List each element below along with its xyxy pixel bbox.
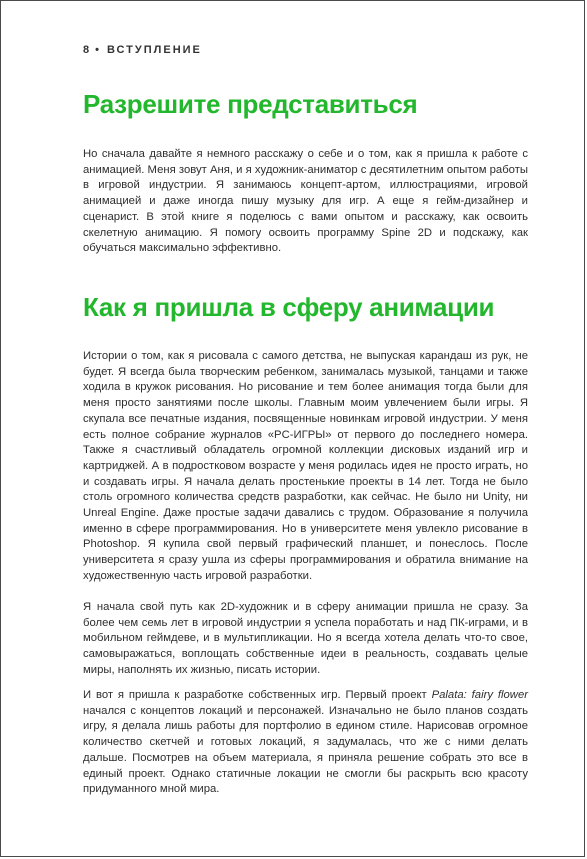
body-paragraph-1: Истории о том, как я рисовала с самого детства, не выпуская карандаш из рук, не будет. Я всегда была творческим ребенком, занималась музыкой, танцами и также ходила в кружок рисования. Но рисование и тем более анимация тогда были для меня просто занятиями после школы. Главным моим увлечением были игры. Я скупала все печатные издания, посвященные новинкам игровой индустрии. У меня есть полное собрание журналов «PC-ИГРЫ» от первого до последнего номера. Также я счастливый обладатель огромной коллекции дисковых изданий игр и картриджей. А в подростковом возрасте у меня родилась идея не просто играть, но и создавать игры. Я начала делать простенькие проекты в 14 лет. Тогда не было столь огромного количества средств разработки, как сейчас. Не было ни Unity, ни Unreal Engine. Даже простые задачи давались с трудом. Образование я получила именно в сфере программирования. Но в университете меня увлекло рисование в Photoshop. Я купила свой первый графический планшет, и понеслось. После университета я сразу ушла из сферы программирования и обратила внимание на художественную часть игровой разработки. [83, 350, 528, 582]
paragraph-text-start: И вот я пришла к разработке собственных игр. Первый проект [83, 689, 432, 701]
paragraph-text-end: начался с концептов локаций и персонажей. Изначально не было планов создать игру, я делала лишь работы для портфолио в едином стиле. Нарисовав огромное количество скетчей и готовых локаций, я задумалась, что же с ними делать дальше. Посмотрев на объем материала, я приняла решение собрать это все в единый проект. Однако статичные локации не смогли бы раскрыть всю красоту придуманного мной мира. [83, 704, 528, 796]
intro-paragraph: Но сначала давайте я немного расскажу о себе и о том, как я пришла к работе с анимацией. Меня зовут Аня, и я художник-аниматор с десятилетним опытом работы в игровой индустрии. Я занимаюсь концепт-артом, иллюстрациями, игровой анимацией и даже иногда пишу музыку для игр. А еще я гейм-дизайнер и сценарист. В этой книге я поделюсь с вами опытом и расскажу, как освоить скелетную анимацию. Я помогу освоить программу Spine 2D и подскажу, как обучаться максимально эффективно. [83, 148, 528, 255]
separator-bullet: • [95, 44, 101, 56]
page-number: 8 [83, 44, 90, 56]
section-heading-introduce: Разрешите представиться [83, 89, 418, 119]
project-title: Palata: fairy flower [431, 689, 528, 701]
section-heading-animation: Как я пришла в сферу анимации [83, 292, 495, 322]
section-name: ВСТУПЛЕНИЕ [106, 44, 202, 56]
body-paragraph-3 [83, 688, 528, 798]
body-paragraph-2: Я начала свой путь как 2D-художник и в сферу анимации пришла не сразу. За более чем семь лет в игровой индустрии я успела поработать и над ПК-играми, и в мобильном геймдеве, и в мультипликации. Но я всегда хотела делать что-то свое, самовыражаться, воплощать собственные идеи в реальность, создавать целые миры, наполнять их жизнью, писать истории. [83, 601, 528, 676]
running-head [83, 44, 202, 56]
